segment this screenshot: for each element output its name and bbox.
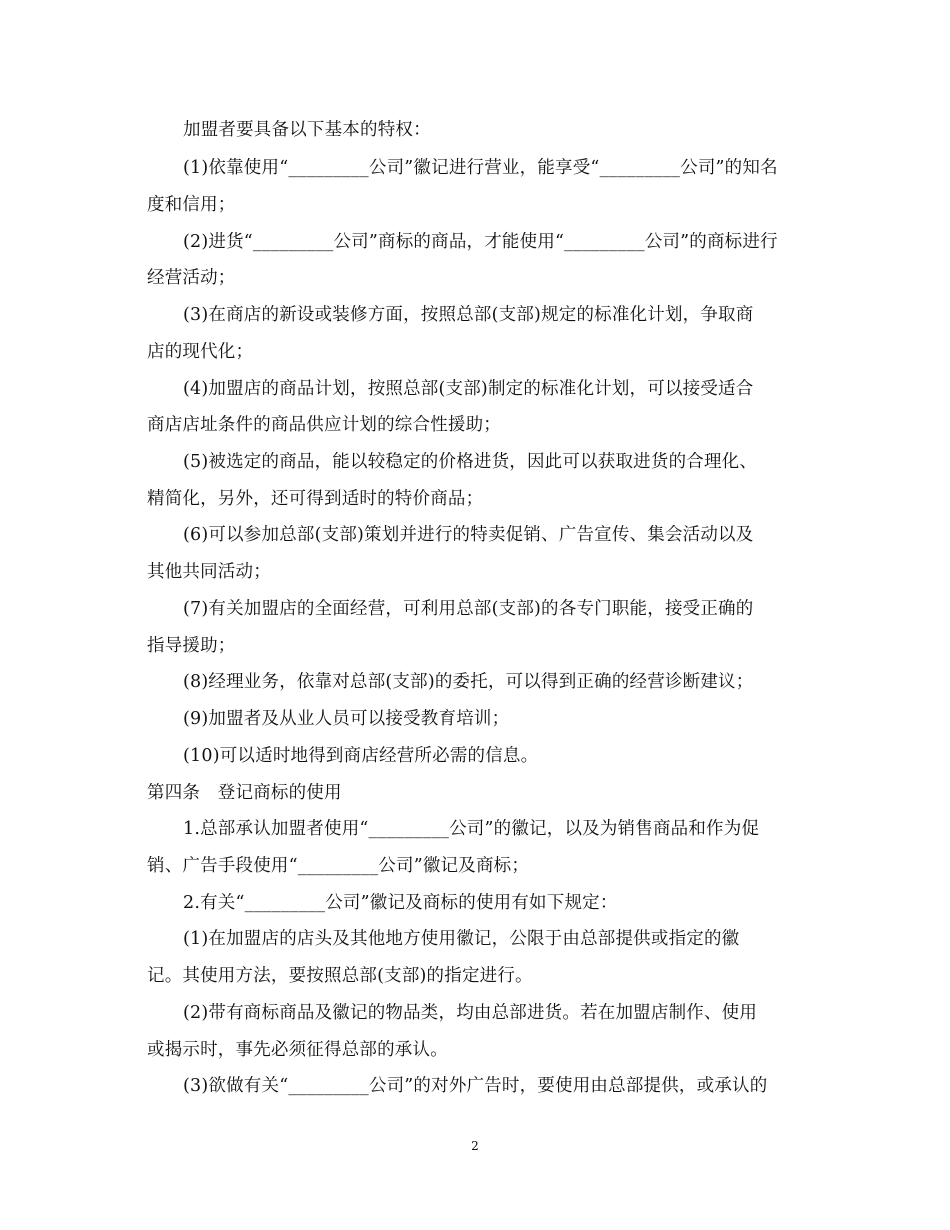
paragraph-line: (3)欲做有关“_________公司”的对外广告时，要使用由总部提供，或承认的: [183, 1076, 768, 1096]
paragraph-line: 度和信用；: [147, 195, 236, 215]
paragraph-line: (3)在商店的新设或装修方面，按照总部(支部)规定的标准化计划，争取商: [183, 305, 754, 325]
paragraph-line: (1)依靠使用“_________公司”徽记进行营业，能享受“_________公司”的知名: [183, 158, 778, 178]
paragraph-line: 指导援助；: [147, 636, 236, 656]
section-heading: 第四条 登记商标的使用: [147, 783, 342, 803]
paragraph-line: (4)加盟店的商品计划，按照总部(支部)制定的标准化计划，可以接受适合: [183, 379, 754, 399]
paragraph-line: 其他共同活动；: [147, 562, 271, 582]
paragraph-line: 经营活动；: [147, 268, 236, 288]
paragraph-line: (9)加盟者及从业人员可以接受教育培训；: [183, 709, 510, 729]
paragraph-line: (7)有关加盟店的全面经营，可利用总部(支部)的各专门职能，接受正确的: [183, 599, 754, 619]
paragraph-line: (10)可以适时地得到商店经营所必需的信息。: [183, 746, 539, 766]
paragraph-line: 1.总部承认加盟者使用“_________公司”的徽记，以及为销售商品和作为促: [183, 819, 760, 839]
paragraph-line: (6)可以参加总部(支部)策划并进行的特卖促销、广告宣传、集会活动以及: [183, 525, 754, 545]
paragraph-line: (1)在加盟店的店头及其他地方使用徽记，公限于由总部提供或指定的徽: [183, 929, 740, 949]
paragraph-line: (5)被选定的商品，能以较稳定的价格进货，因此可以获取进货的合理化、: [183, 452, 758, 472]
paragraph-line: 精简化，另外，还可得到适时的特价商品；: [147, 489, 484, 509]
paragraph-line: 店的现代化；: [147, 342, 254, 362]
paragraph-line: (8)经理业务，依靠对总部(支部)的委托，可以得到正确的经营诊断建议；: [183, 672, 754, 692]
paragraph-line: (2)进货“_________公司”商标的商品，才能使用“_________公司”的商标进行: [183, 232, 778, 252]
paragraph-line: (2)带有商标商品及徽记的物品类，均由总部进货。若在加盟店制作、使用: [183, 1003, 758, 1023]
paragraph-line: 或揭示时，事先必须征得总部的承认。: [147, 1040, 448, 1060]
paragraph-line: 销、广告手段使用“_________公司”徽记及商标；: [147, 856, 530, 876]
paragraph-line: 记。其使用方法，要按照总部(支部)的指定进行。: [147, 966, 533, 986]
paragraph-line: 2.有关“_________公司”徽记及商标的使用有如下规定：: [183, 893, 618, 913]
page-number: 2: [471, 1139, 479, 1153]
paragraph-line: 加盟者要具备以下基本的特权：: [183, 120, 431, 140]
paragraph-line: 商店店址条件的商品供应计划的综合性援助；: [147, 415, 501, 435]
